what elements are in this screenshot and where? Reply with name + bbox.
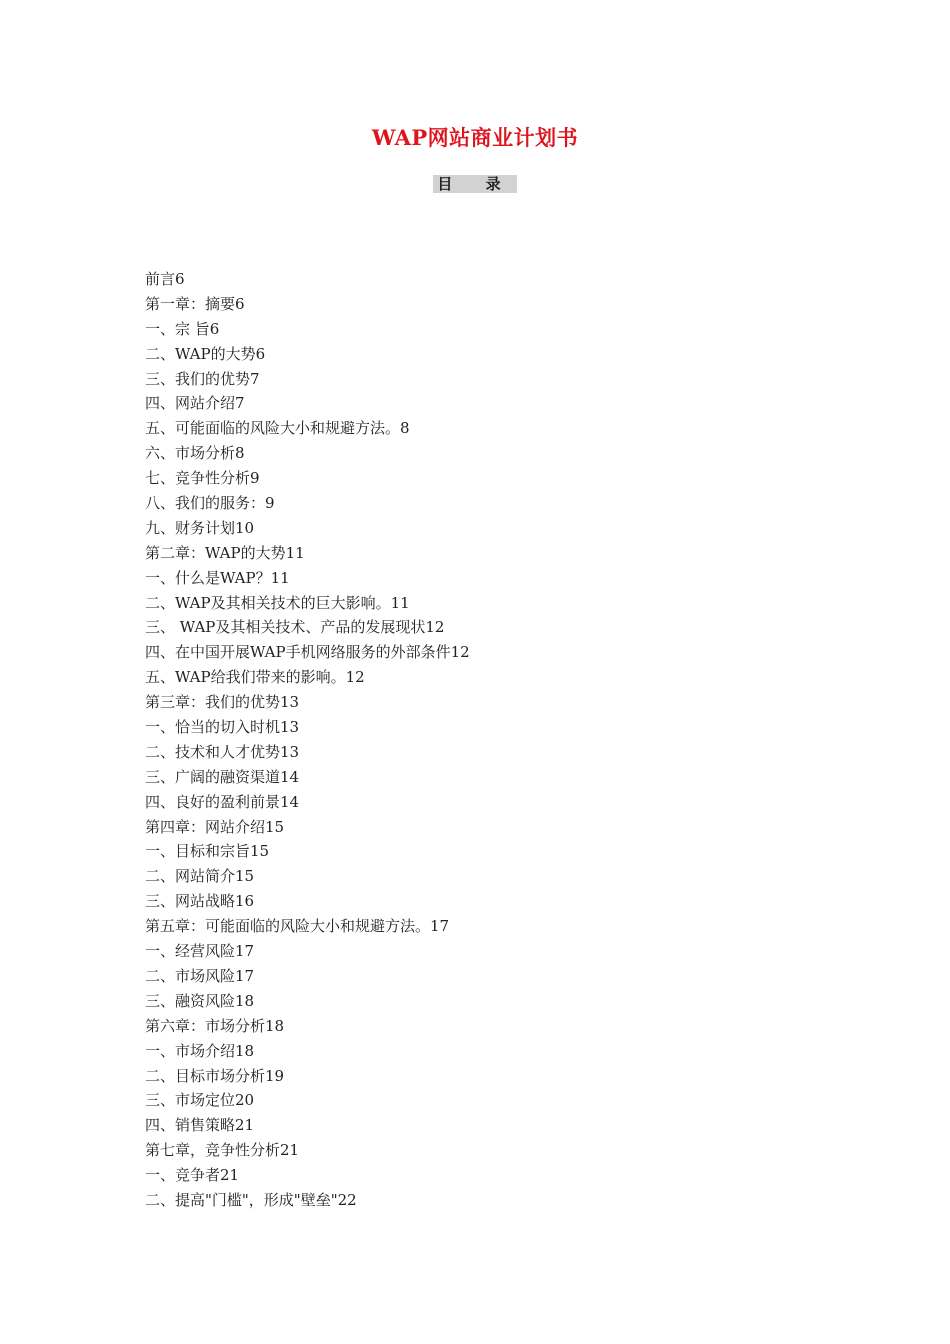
toc-entry: 二、WAP及其相关技术的巨大影响。11 [145, 593, 410, 612]
toc-entry: 四、网站介绍7 [145, 394, 245, 413]
toc-entry: 一、目标和宗旨15 [145, 842, 270, 861]
toc-entry: 二、目标市场分析19 [145, 1066, 285, 1085]
toc-entry: 第三章：我们的优势13 [145, 693, 300, 712]
toc-entry: 第七章，竞争性分析21 [145, 1141, 300, 1160]
toc-entry: 三、网站战略16 [145, 892, 255, 911]
document-title: WAP网站商业计划书 [371, 125, 579, 150]
toc-entry: 二、WAP的大势6 [145, 344, 266, 363]
toc-entry: 前言6 [145, 270, 185, 288]
toc-entry: 三、广阔的融资渠道14 [145, 767, 300, 786]
toc-entry: 一、竞争者21 [145, 1166, 240, 1185]
toc-entry: 四、在中国开展WAP手机网络服务的外部条件12 [145, 643, 470, 662]
toc-entry: 五、可能面临的风险大小和规避方法。8 [145, 419, 410, 438]
toc-entry: 四、销售策略21 [145, 1116, 255, 1135]
toc-entry: 三、市场定位20 [145, 1091, 255, 1110]
toc-entry: 一、经营风险17 [145, 942, 255, 961]
toc-entry: 第一章：摘要6 [145, 294, 245, 313]
toc-entry: 二、技术和人才优势13 [145, 742, 300, 761]
toc-entry: 三、我们的优势7 [145, 369, 260, 388]
toc-entry: 五、WAP给我们带来的影响。12 [145, 668, 365, 687]
toc-entry: 第五章：可能面临的风险大小和规避方法。17 [145, 917, 450, 936]
toc-entry: 二、网站简介15 [145, 867, 255, 886]
toc-entry: 一、宗 旨6 [145, 319, 220, 338]
toc-entry: 一、什么是WAP？11 [145, 568, 290, 587]
table-of-contents [145, 267, 845, 1213]
toc-entry: 四、良好的盈利前景14 [145, 792, 300, 811]
toc-entry: 一、恰当的切入时机13 [145, 718, 300, 737]
toc-entry: 第四章：网站介绍15 [145, 817, 285, 836]
toc-entry: 六、市场分析8 [145, 444, 245, 463]
toc-entry: 八、我们的服务：9 [145, 494, 275, 513]
toc-entry: 三、融资风险18 [145, 991, 255, 1010]
toc-entry: 九、财务计划10 [145, 518, 255, 537]
toc-heading-container [0, 174, 950, 193]
toc-entry: 一、市场介绍18 [145, 1041, 255, 1060]
toc-entry: 二、提高"门槛"，形成"壁垒"22 [145, 1190, 357, 1209]
toc-entry: 三、 WAP及其相关技术、产品的发展现状12 [145, 618, 445, 637]
toc-heading: 目 录 [433, 175, 516, 193]
toc-entry: 二、市场风险17 [145, 966, 255, 985]
toc-entry: 第六章：市场分析18 [145, 1016, 285, 1035]
toc-entry: 第二章：WAP的大势11 [145, 543, 305, 562]
toc-entry: 七、竞争性分析9 [145, 469, 260, 488]
